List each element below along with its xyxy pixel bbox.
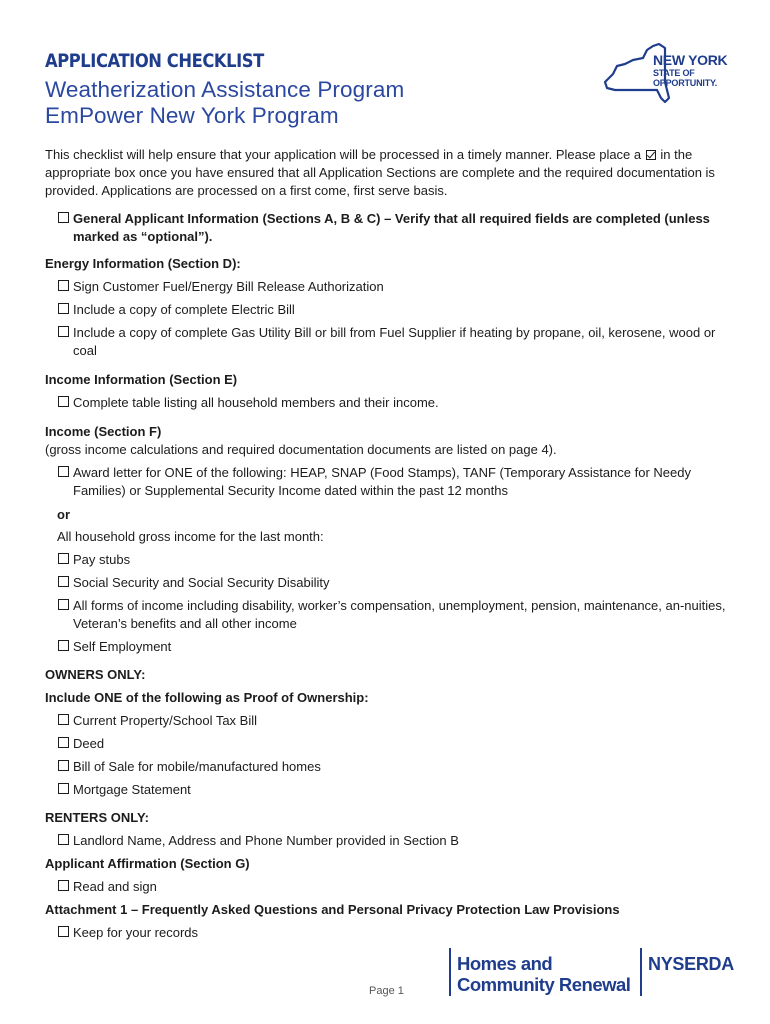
checklist-item[interactable] bbox=[45, 324, 735, 360]
checklist-item[interactable] bbox=[45, 301, 735, 319]
checkbox[interactable] bbox=[58, 880, 69, 891]
section-heading-owners: OWNERS ONLY: bbox=[45, 667, 146, 682]
item-label: Self Employment bbox=[73, 639, 172, 654]
checkbox[interactable] bbox=[58, 834, 69, 845]
all-household-income-label: All household gross income for the last month: bbox=[57, 529, 324, 544]
checklist-item[interactable] bbox=[45, 597, 735, 633]
checklist-item[interactable] bbox=[45, 781, 735, 799]
item-label: Current Property/School Tax Bill bbox=[73, 713, 258, 728]
checklist-item[interactable] bbox=[45, 712, 735, 730]
item-label: Sign Customer Fuel/Energy Bill Release Authorization bbox=[73, 279, 384, 294]
checkbox[interactable] bbox=[58, 640, 69, 651]
hcr-logo-bar bbox=[449, 948, 451, 996]
checklist-content bbox=[45, 146, 735, 942]
nyserda-logo: NYSERDA bbox=[648, 954, 734, 974]
section-heading-income-info: Income Information (Section E) bbox=[45, 372, 238, 387]
item-label: Complete table listing all household members and their income. bbox=[73, 395, 439, 410]
hcr-logo-line1: Homes and bbox=[457, 953, 553, 974]
item-label: Mortgage Statement bbox=[73, 782, 191, 797]
checklist-item[interactable] bbox=[45, 735, 735, 753]
item-label: Bill of Sale for mobile/manufactured homes bbox=[73, 759, 321, 774]
page-number: Page 1 bbox=[369, 985, 404, 997]
checkbox[interactable] bbox=[58, 280, 69, 291]
owners-subheading: Include ONE of the following as Proof of Ownership: bbox=[45, 690, 369, 705]
hcr-logo bbox=[457, 953, 630, 995]
checklist-item[interactable] bbox=[45, 832, 735, 850]
ny-logo-line2: STATE OF bbox=[653, 68, 695, 78]
checkbox[interactable] bbox=[58, 926, 69, 937]
intro-text-2: in the appropriate box once you have ensured that all Application Sections are complete and the required documentation is provided. Applications are processed on a first come, first serve basis. bbox=[45, 147, 715, 198]
checkbox[interactable] bbox=[58, 326, 69, 337]
checkbox[interactable] bbox=[58, 783, 69, 794]
checkbox[interactable] bbox=[58, 396, 69, 407]
checklist-item[interactable] bbox=[45, 551, 735, 569]
checklist-item[interactable] bbox=[45, 758, 735, 776]
intro-paragraph bbox=[45, 146, 735, 200]
item-label: Landlord Name, Address and Phone Number provided in Section B bbox=[73, 833, 459, 848]
checkbox[interactable] bbox=[58, 553, 69, 564]
section-heading-income: Income (Section F) bbox=[45, 424, 162, 439]
item-label: General Applicant Information (Sections A, B & C) – Verify that all required fields are completed (unless marked as “optional”). bbox=[73, 211, 710, 244]
program-title-empower: EmPower New York Program bbox=[45, 103, 339, 128]
ny-logo-text bbox=[653, 53, 727, 88]
item-label: Deed bbox=[73, 736, 105, 751]
checkbox[interactable] bbox=[58, 760, 69, 771]
nyserda-logo-bar bbox=[640, 948, 642, 996]
checked-box-icon bbox=[646, 150, 656, 160]
checkbox[interactable] bbox=[58, 737, 69, 748]
checklist-item-award[interactable] bbox=[45, 464, 735, 500]
section-heading-attachment: Attachment 1 – Frequently Asked Questions and Personal Privacy Protection Law Provisions bbox=[45, 902, 620, 917]
checkbox[interactable] bbox=[58, 466, 69, 477]
checkbox[interactable] bbox=[58, 576, 69, 587]
checklist-item[interactable] bbox=[45, 394, 735, 412]
checklist-item[interactable] bbox=[45, 878, 735, 896]
section-heading-energy: Energy Information (Section D): bbox=[45, 256, 241, 271]
item-label: Pay stubs bbox=[73, 552, 131, 567]
checklist-item[interactable] bbox=[45, 278, 735, 296]
ny-logo-line1: NEW YORK bbox=[653, 52, 728, 68]
item-label: All forms of income including disability, worker’s compensation, unemployment, pension, maintenance, an-nuities, Veteran’s benefits and all other income bbox=[73, 598, 726, 631]
checklist-item[interactable] bbox=[45, 574, 735, 592]
section-heading-renters: RENTERS ONLY: bbox=[45, 810, 150, 825]
hcr-logo-line2: Community Renewal bbox=[457, 974, 631, 995]
ny-logo-line3: OPPORTUNITY. bbox=[653, 78, 718, 88]
item-label: Read and sign bbox=[73, 879, 157, 894]
checkbox[interactable] bbox=[58, 303, 69, 314]
checklist-item-general[interactable] bbox=[45, 210, 735, 246]
item-label: Keep for your records bbox=[73, 925, 199, 940]
income-note: (gross income calculations and required documentation documents are listed on page 4). bbox=[45, 442, 557, 457]
item-label: Include a copy of complete Gas Utility Bill or bill from Fuel Supplier if heating by propane, oil, kerosene, wood or coal bbox=[73, 325, 716, 358]
checkbox[interactable] bbox=[58, 212, 69, 223]
checkbox[interactable] bbox=[58, 714, 69, 725]
intro-text-1: This checklist will help ensure that your application will be processed in a timely manner. Please place a bbox=[45, 147, 642, 162]
item-label: Award letter for ONE of the following: HEAP, SNAP (Food Stamps), TANF (Temporary Assistance for Needy Families) or Supplemental Security Income dated within the past 12 months bbox=[73, 465, 691, 498]
item-label: Include a copy of complete Electric Bill bbox=[73, 302, 295, 317]
checklist-item[interactable] bbox=[45, 638, 735, 656]
or-separator: or bbox=[57, 507, 70, 522]
checklist-item[interactable] bbox=[45, 924, 735, 942]
item-label: Social Security and Social Security Disability bbox=[73, 575, 330, 590]
page-title: APPLICATION CHECKLIST bbox=[45, 50, 264, 72]
checkbox[interactable] bbox=[58, 599, 69, 610]
program-title-weatherization: Weatherization Assistance Program bbox=[45, 77, 405, 102]
section-heading-affirmation: Applicant Affirmation (Section G) bbox=[45, 856, 250, 871]
